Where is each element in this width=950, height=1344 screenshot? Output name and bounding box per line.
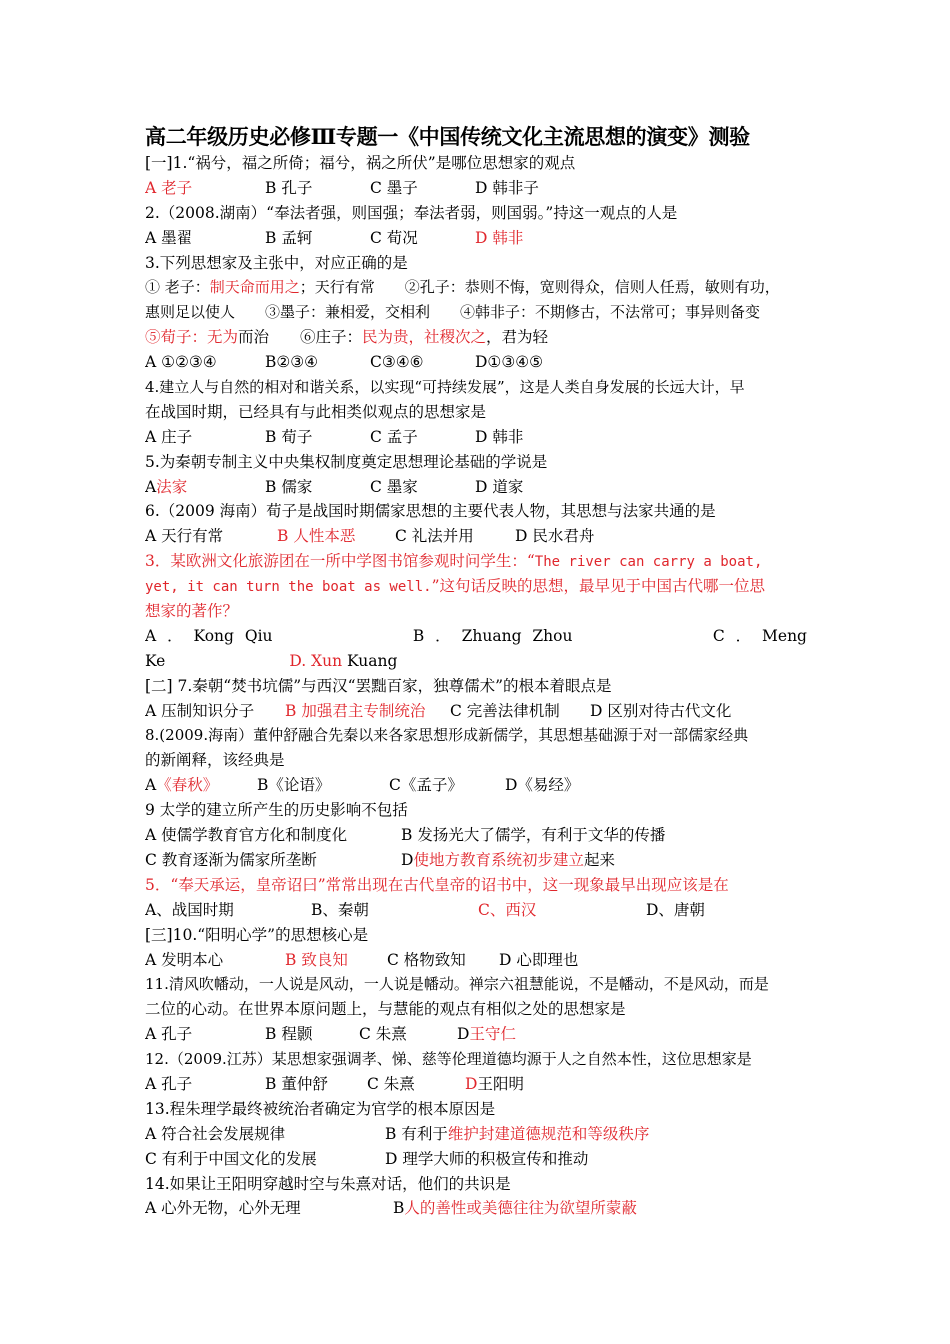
option-c: C 荀况 <box>370 228 418 247</box>
question-14-options <box>145 1196 807 1221</box>
option-b: B 荀子 <box>265 427 313 446</box>
question-4-line-2: 在战国时期，已经具有与此相类似观点的思想家是 <box>145 402 487 421</box>
option-a: A《春秋》 <box>145 776 219 795</box>
question-11-options <box>145 1022 807 1047</box>
option-d: D使地方教育系统初步建立起来 <box>401 850 615 869</box>
option-d: D 韩非 <box>475 228 524 247</box>
option-d: D 民水君舟 <box>515 527 595 546</box>
option-a: A 压制知识分子 <box>145 701 255 720</box>
question-3b-line-3: 想家的著作？ <box>145 602 239 621</box>
option-a: A 老子 <box>145 178 193 197</box>
option-b: B 孔子 <box>265 178 313 197</box>
question-1-options <box>145 176 807 201</box>
option-c: C 孟子 <box>370 427 418 446</box>
option-b: B 董仲舒 <box>265 1074 328 1093</box>
question-3-line-3: ⑤荀子：无为而治 ⑥庄子：民为贵，社稷次之，君为轻 <box>145 328 549 347</box>
option-d: D 区别对待古代文化 <box>590 701 732 720</box>
option-a: A 心外无物，心外无理 <box>145 1199 301 1218</box>
question-3-line-2: 惠则足以使人 ③墨子：兼相爱，交相利 ④韩非子：不期修古，不法常可；事异则备变 <box>145 303 761 322</box>
question-3b-line-1: 3．某欧洲文化旅游团在一所中学图书馆参观时问学生：“The river can carry a boat, <box>145 552 763 571</box>
option-c: C 格物致知 <box>387 950 466 969</box>
question-6-stem: 6.（2009 海南）荀子是战国时期儒家思想的主要代表人物，其思想与法家共通的是 <box>145 502 716 521</box>
question-3b-options-cont: Ke D. Xun Kuang <box>145 651 398 670</box>
question-14-stem: 14.如果让王阳明穿越时空与朱熹对话，他们的共识是 <box>145 1174 511 1193</box>
question-6-options <box>145 524 807 549</box>
question-7-stem: [二] 7.秦朝“焚书坑儒”与西汉“罢黜百家，独尊儒术”的根本着眼点是 <box>145 676 612 695</box>
option-a: A 孔子 <box>145 1025 193 1044</box>
document-title: 高二年级历史必修Ⅲ专题一《中国传统文化主流思想的演变》测验 <box>145 124 750 149</box>
question-9-options-1 <box>145 823 807 848</box>
option-a: A 天行有常 <box>145 527 224 546</box>
option-d: D 心即理也 <box>499 950 579 969</box>
option-b: B 致良知 <box>285 950 348 969</box>
question-8-options <box>145 773 807 798</box>
question-5-options <box>145 475 807 500</box>
question-3-line-1: ① 老子：制天命而用之；天行有常 ②孔子：恭则不悔，宽则得众，信则人任焉，敏则有功， <box>145 278 780 297</box>
question-3b-options <box>145 624 807 649</box>
option-a: A ． Kong Qiu <box>145 626 273 645</box>
question-8-line-2: 的新阐释，该经典是 <box>145 751 285 770</box>
question-4-line-1: 4.建立人与自然的相对和谐关系，以实现“可持续发展”，这是人类自身发展的长远大计，早 <box>145 378 745 397</box>
option-d: D①③④⑤ <box>475 353 544 372</box>
option-c: C 墨家 <box>370 477 418 496</box>
question-5-stem: 5.为秦朝专制主义中央集权制度奠定思想理论基础的学说是 <box>145 452 548 471</box>
option-a: A ①②③④ <box>145 353 217 372</box>
option-a: A 孔子 <box>145 1074 193 1093</box>
option-a: A法家 <box>145 477 188 496</box>
question-4-options <box>145 425 807 450</box>
question-11-line-1: 11.清风吹幡动，一人说是风动，一人说是幡动。禅宗六祖慧能说，不是幡动，不是风动，而是 <box>145 975 769 994</box>
option-c: C 教育逐渐为儒家所垄断 <box>145 850 317 869</box>
question-3-options <box>145 350 807 375</box>
option-b: B 有利于维护封建道德规范和等级秩序 <box>385 1124 650 1143</box>
question-3b-line-2: yet, it can turn the boat as well.”这句话反映的思想，最早见于中国古代哪一位思 <box>145 577 766 596</box>
option-b: B 加强君主专制统治 <box>285 701 426 720</box>
question-2-options <box>145 226 807 251</box>
option-b: B ． Zhuang Zhou <box>412 626 573 645</box>
document-page <box>145 123 807 1221</box>
option-d: D《易经》 <box>505 776 580 795</box>
option-d: D. Xun <box>289 651 343 670</box>
question-3-stem: 3.下列思想家及主张中，对应正确的是 <box>145 253 408 272</box>
option-b: B 孟轲 <box>265 228 313 247</box>
question-5b-options <box>145 898 807 923</box>
option-c: C、西汉 <box>478 900 537 919</box>
question-12-stem: 12.（2009.江苏）某思想家强调孝、悌、慈等伦理道德均源于人之自然本性，这位思想家是 <box>145 1050 752 1069</box>
option-b: B 儒家 <box>265 477 313 496</box>
option-c: C 礼法并用 <box>395 527 474 546</box>
option-c: C 完善法律机制 <box>450 701 560 720</box>
option-c: C 墨子 <box>370 178 418 197</box>
option-c: C 朱熹 <box>359 1025 407 1044</box>
option-d: D 理学大师的积极宣传和推动 <box>385 1149 589 1168</box>
option-c: C 朱熹 <box>367 1074 415 1093</box>
option-b: B、秦朝 <box>311 900 369 919</box>
option-b: B人的善性或美德往往为欲望所蒙蔽 <box>393 1199 637 1218</box>
option-a: A、战国时期 <box>145 900 234 919</box>
option-a: A 墨翟 <box>145 228 193 247</box>
option-b: B 发扬光大了儒学，有利于文华的传播 <box>401 826 666 845</box>
option-d: D 道家 <box>475 477 524 496</box>
option-b: B②③④ <box>265 353 319 372</box>
option-d: D王守仁 <box>457 1025 516 1044</box>
question-1-stem: [一]1.“祸兮，福之所倚；福兮，祸之所伏”是哪位思想家的观点 <box>145 154 576 172</box>
question-10-options <box>145 948 807 973</box>
question-9-options-2 <box>145 848 807 873</box>
question-9-stem: 9 太学的建立所产生的历史影响不包括 <box>145 801 408 820</box>
option-a: A 发明本心 <box>145 950 224 969</box>
question-13-options-1 <box>145 1122 807 1147</box>
option-d: D王阳明 <box>465 1074 524 1093</box>
option-d: D、唐朝 <box>646 900 705 919</box>
option-a: A 使儒学教育官方化和制度化 <box>145 826 348 845</box>
option-d: D 韩非 <box>475 427 524 446</box>
option-c: C《孟子》 <box>389 776 463 795</box>
question-13-options-2 <box>145 1147 807 1172</box>
question-2-stem: 2.（2008.湖南）“奉法者强，则国强；奉法者弱，则国弱。”持这一观点的人是 <box>145 203 678 222</box>
question-7-options <box>145 699 807 724</box>
option-a: A 庄子 <box>145 427 193 446</box>
question-5b-stem: 5．“奉天承运，皇帝诏曰”常常出现在古代皇帝的诏书中，这一现象最早出现应该是在 <box>145 875 729 894</box>
option-c: C③④⑥ <box>370 353 424 372</box>
option-d: D 韩非子 <box>475 178 539 197</box>
option-b: B《论语》 <box>257 776 331 795</box>
option-b: B 程颢 <box>265 1025 313 1044</box>
option-c: C ． Meng <box>712 626 807 645</box>
question-13-stem: 13.程朱理学最终被统治者确定为官学的根本原因是 <box>145 1099 496 1118</box>
question-12-options <box>145 1072 807 1097</box>
option-b: B 人性本恶 <box>277 527 356 546</box>
question-10-stem: [三]10.“阳明心学”的思想核心是 <box>145 925 369 944</box>
option-a: A 符合社会发展规律 <box>145 1124 286 1143</box>
question-11-line-2: 二位的心动。在世界本原问题上，与慧能的观点有相似之处的思想家是 <box>145 1000 626 1019</box>
option-c: C 有利于中国文化的发展 <box>145 1149 317 1168</box>
question-8-line-1: 8.(2009.海南）董仲舒融合先秦以来各家思想形成新儒学，其思想基础源于对一部儒家经典 <box>145 726 749 745</box>
